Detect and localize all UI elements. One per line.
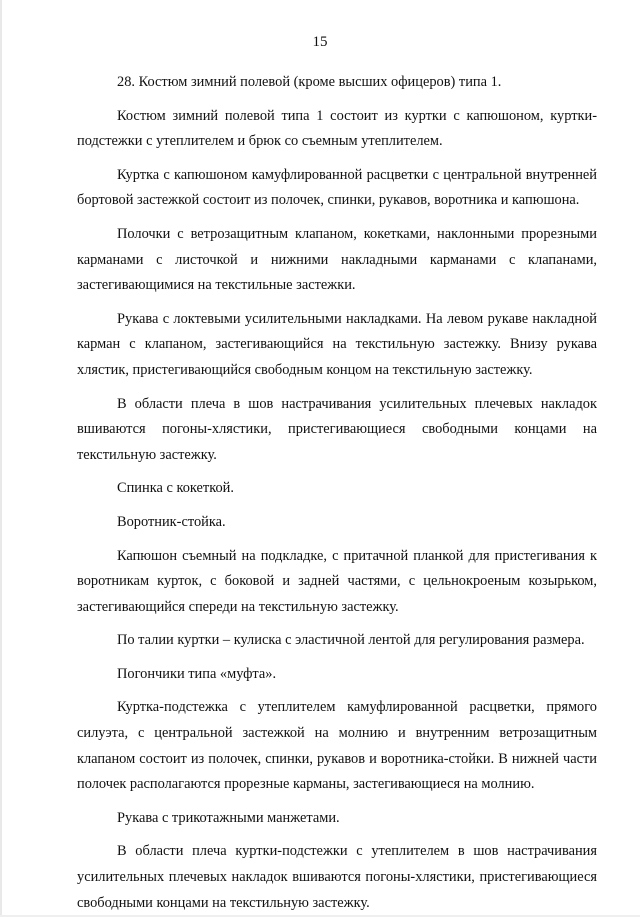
paragraph: Полочки с ветрозащитным клапаном, кокетками, наклонными прорезными карманами с листочкой и нижними накладными карманами с клапанами, застегивающимися на текстильные застежки. [77, 225, 597, 294]
paragraph: Рукава с трикотажными манжетами. [117, 809, 340, 826]
paragraph-section-heading: 28. Костюм зимний полевой (кроме высших офицеров) типа 1. [117, 74, 502, 90]
paragraph: По талии куртки – кулиска с эластичной лентой для регулирования размера. [117, 632, 585, 649]
page-number: 15 [312, 34, 328, 50]
paragraph: В области плеча в шов настрачивания усилительных плечевых накладок вшиваются погоны-хлястики, пристегивающиеся свободными концами на текстильную застежку. [77, 395, 597, 463]
paragraph: Рукава с локтевыми усилительными накладками. На левом рукаве накладной карман с клапаном, застегивающийся на текстильную застежку. Внизу рукава хлястик, пристегивающийся свободным концом на текстильную застежку. [77, 310, 597, 378]
paragraph: Капюшон съемный на подкладке, с притачной планкой для пристегивания к воротникам курток, с боковой и задней частями, с цельнокроеным козырьком, застегивающийся спереди на текстильную застежку. [77, 547, 597, 615]
paragraph: Куртка-подстежка с утеплителем камуфлированной расцветки, прямого силуэта, с центральной застежкой на молнию и внутренним ветрозащитным клапаном состоит из полочек, спинки, рукавов и воротника-стойки. В нижней части полочек располагаются прорезные карманы, застегивающиеся на молнию. [77, 699, 597, 793]
paragraph: В области плеча куртки-подстежки с утеплителем в шов настрачивания усилительных плечевых накладок вшиваются погоны-хлястики, пристегивающиеся свободными концами на текстильную застежку. [77, 843, 597, 911]
paragraph: Погончики типа «муфта». [117, 665, 277, 682]
paragraph: Костюм зимний полевой типа 1 состоит из куртки с капюшоном, куртки-подстежки с утеплителем и брюк со съемным утеплителем. [77, 107, 597, 150]
document-body [77, 70, 597, 916]
paragraph: Воротник-стойка. [117, 513, 226, 530]
paragraph: Спинка с кокеткой. [117, 480, 234, 497]
paragraph: Куртка с капюшоном камуфлированной расцветки с центральной внутренней бортовой застежкой состоит из полочек, спинки, рукавов, воротника и капюшона. [77, 166, 597, 209]
scan-edge-shadow [0, 0, 2, 917]
